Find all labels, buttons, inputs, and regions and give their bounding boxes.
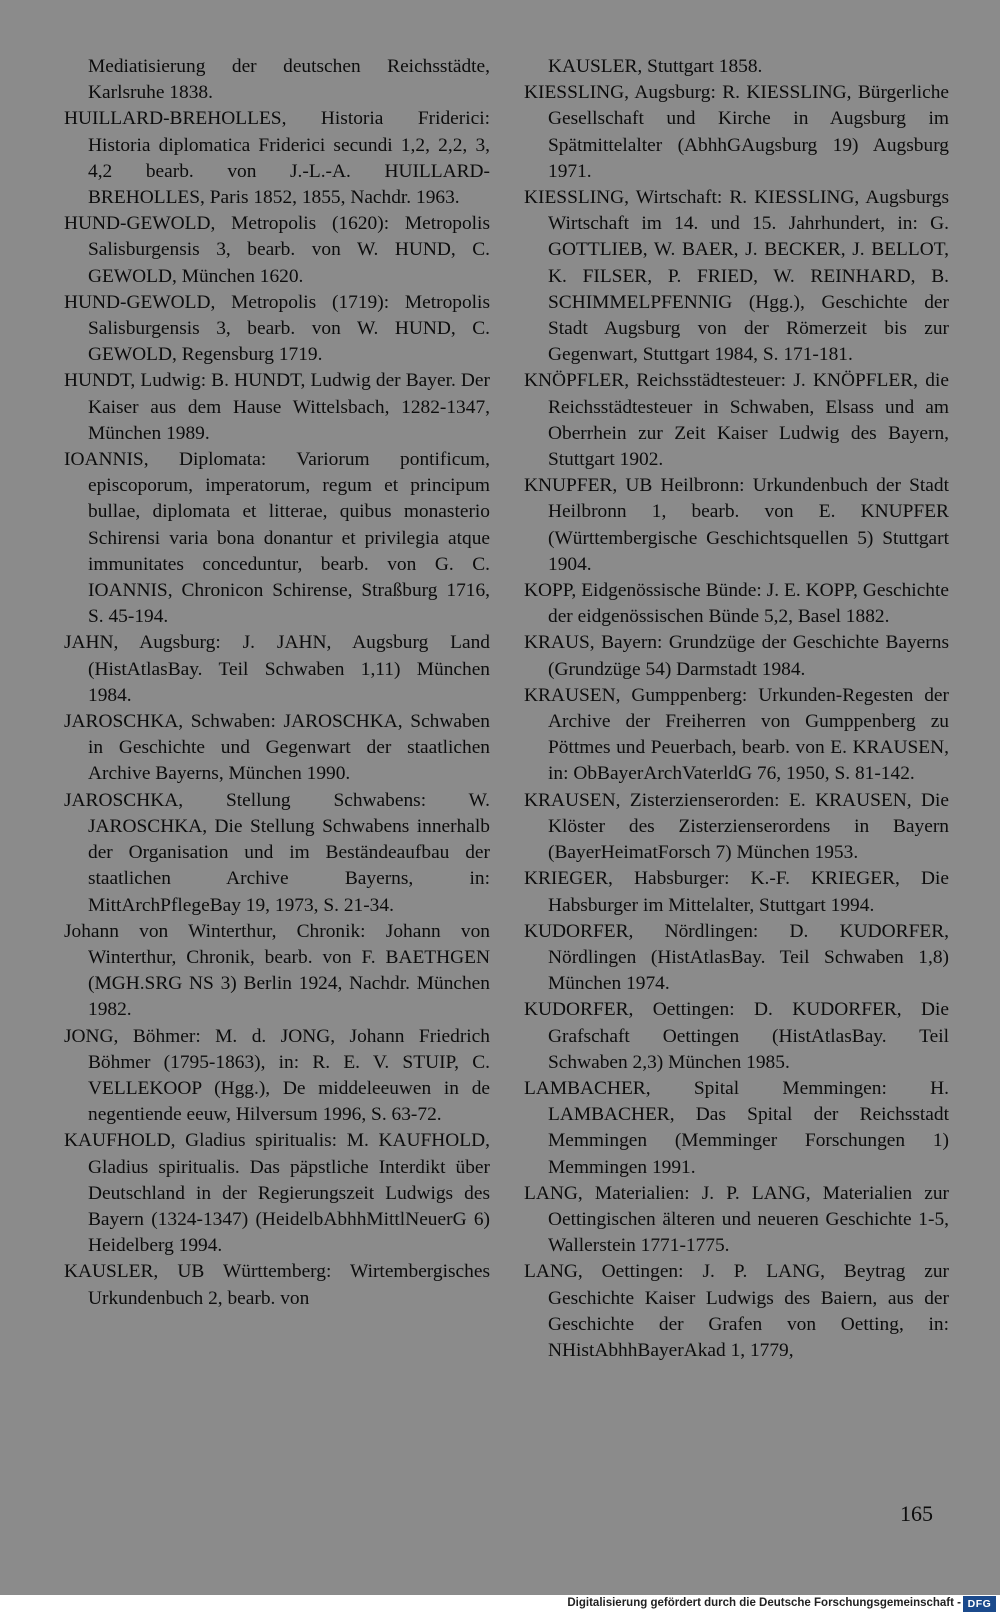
bibliography-entry: KNUPFER, UB Heilbronn: Urkundenbuch der Stadt Heilbronn 1, bearb. von E. KNUPFER (Württembergische Geschichtsquellen 5) Stuttgart 1904. [524,475,949,575]
page-number: 165 [900,1501,933,1526]
bibliography-entry: KAUSLER, UB Württemberg: Wirtembergisches Urkundenbuch 2, bearb. von [64,1261,490,1309]
footer-bar [0,1595,1000,1615]
bibliography-entry: LANG, Materialien: J. P. LANG, Materialien zur Oettingischen älteren und neueren Geschichte 1-5, Wallerstein 1771-1775. [524,1182,949,1257]
bibliography-entry: KUDORFER, Oettingen: D. KUDORFER, Die Grafschaft Oettingen (HistAtlasBay. Teil Schwaben 2,3) München 1985. [524,999,949,1073]
bibliography-entry: KAUSLER, Stuttgart 1858. [548,56,763,77]
bibliography-entry: KIESSLING, Augsburg: R. KIESSLING, Bürgerliche Gesellschaft und Kirche in Augsburg im Spätmittelalter (AbhhGAugsburg 19) Augsburg 1971. [524,82,949,182]
bibliography-entry: KOPP, Eidgenössische Bünde: J. E. KOPP, Geschichte der eidgenössischen Bünde 5,2, Basel 1882. [524,580,949,628]
bibliography-entry: IOANNIS, Diplomata: Variorum pontificum, episcoporum, imperatorum, regum et principum bullae, diplomata et litterae, quibus monasterio Schirensi varia bona donantur et privilegia atque immunitates conceduntur, bearb. von G. C. IOANNIS, Chronicon Schirense, Straßburg 1716, S. 45-194. [64,449,490,628]
bibliography-entry: JAROSCHKA, Schwaben: JAROSCHKA, Schwaben in Geschichte und Gegenwart der staatlichen Archive Bayerns, München 1990. [64,711,490,785]
bibliography-entry: LANG, Oettingen: J. P. LANG, Beytrag zur Geschichte Kaiser Ludwigs des Baiern, aus der Geschichte der Grafen von Oetting, in: NHistAbhhBayerAkad 1, 1779, [524,1261,949,1361]
bibliography-entry: KUDORFER, Nördlingen: D. KUDORFER, Nördlingen (HistAtlasBay. Teil Schwaben 1,8) München 1974. [524,920,949,995]
bibliography-entry: KRAUSEN, Zisterzienserorden: E. KRAUSEN, Die Klöster des Zisterzienserordens in Bayern (BayerHeimatForsch 7) München 1953. [524,789,949,864]
bibliography-entry: KNÖPFLER, Reichsstädtesteuer: J. KNÖPFLER, die Reichsstädtesteuer in Schwaben, Elsass und am Oberrhein zur Zeit Kaiser Ludwig des Bayern, Stuttgart 1902. [524,370,949,471]
bibliography-entry: LAMBACHER, Spital Memmingen: H. LAMBACHER, Das Spital der Reichsstadt Memmingen (Memminger Forschungen 1) Memmingen 1991. [524,1077,949,1178]
bibliography-entry: Johann von Winterthur, Chronik: Johann von Winterthur, Chronik, bearb. von F. BAETHGEN (MGH.SRG NS 3) Berlin 1924, Nachdr. München 1982. [64,920,490,1021]
dfg-logo-icon: DFG [963,1596,996,1612]
bibliography-entry: JAROSCHKA, Stellung Schwabens: W. JAROSCHKA, Die Stellung Schwabens innerhalb der Organisation und im Beständeaufbau der staatlichen Archive Bayerns, in: MittArchPflegeBay 19, 1973, S. 21-34. [64,789,490,916]
bibliography-entry: Mediatisierung der deutschen Reichsstädte, Karlsruhe 1838. [88,56,490,104]
bibliography-entry: HUNDT, Ludwig: B. HUNDT, Ludwig der Bayer. Der Kaiser aus dem Hause Wittelsbach, 1282-1347, München 1989. [64,370,490,444]
bibliography-entry: JONG, Böhmer: M. d. JONG, Johann Friedrich Böhmer (1795-1863), in: R. E. V. STUIP, C. VELLEKOOP (Hgg.), De middeleeuwen in de negentiende eeuw, Hilversum 1996, S. 63-72. [64,1025,490,1126]
bibliography-entry: HUND-GEWOLD, Metropolis (1620): Metropolis Salisburgensis 3, bearb. von W. HUND, C. GEWOLD, München 1620. [64,213,490,287]
bibliography-entry: KRIEGER, Habsburger: K.-F. KRIEGER, Die Habsburger im Mittelalter, Stuttgart 1994. [524,868,949,916]
bibliography-entry: KRAUS, Bayern: Grundzüge der Geschichte Bayerns (Grundzüge 54) Darmstadt 1984. [524,632,949,680]
bibliography-entry: KRAUSEN, Gumppenberg: Urkunden-Regesten der Archive der Freiherren von Gumppenberg zu Pöttmes und Peuerbach, bearb. von E. KRAUSEN, in: ObBayerArchVaterldG 76, 1950, S. 81-142. [524,684,949,785]
bibliography-entry: JAHN, Augsburg: J. JAHN, Augsburg Land (HistAtlasBay. Teil Schwaben 1,11) München 1984. [64,632,490,706]
bibliography-entry: KIESSLING, Wirtschaft: R. KIESSLING, Augsburgs Wirtschaft im 14. und 15. Jahrhundert, in: G. GOTTLIEB, W. BAER, J. BECKER, J. BELLOT, K. FILSER, P. FRIED, W. REINHARD, B. SCHIMMELPFENNIG (Hgg.), Geschichte der Stadt Augsburg von der Römerzeit bis zur Gegenwart, Stuttgart 1984, S. 171-181. [524,187,949,366]
footer-credit: Digitalisierung gefördert durch die Deutsche Forschungsgemeinschaft - [567,1597,961,1609]
bibliography-entry: HUILLARD-BREHOLLES, Historia Friderici: Historia diplomatica Friderici secundi 1,2, 2,2, 3, 4,2 bearb. von J.-L.-A. HUILLARD-BREHOLLES, Paris 1852, 1855, Nachdr. 1963. [64,108,490,209]
bibliography-entry: KAUFHOLD, Gladius spiritualis: M. KAUFHOLD, Gladius spiritualis. Das päpstliche Interdikt über Deutschland in der Regierungszeit Ludwigs des Bayern (1324-1347) (HeidelbAbhhMittlNeuerG 6) Heidelberg 1994. [64,1130,490,1257]
left-column [64,54,490,1312]
bibliography-entry: HUND-GEWOLD, Metropolis (1719): Metropolis Salisburgensis 3, bearb. von W. HUND, C. GEWOLD, Regensburg 1719. [64,291,490,366]
right-column [524,54,949,1364]
